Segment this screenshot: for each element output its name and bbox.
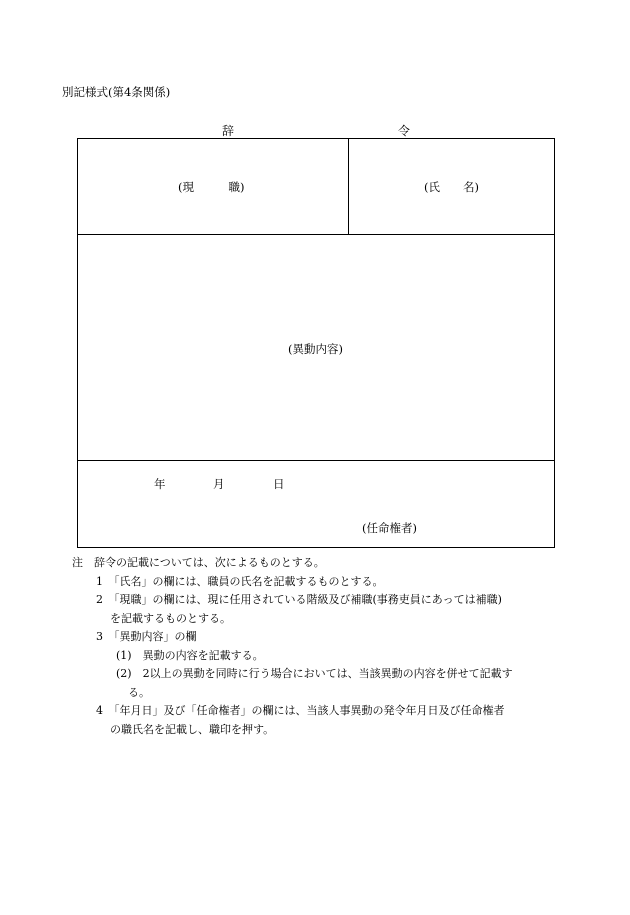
- column-divider: [348, 138, 349, 235]
- form-label: 別記様式(第4条関係): [62, 85, 171, 99]
- date-year-label: 年: [154, 477, 166, 491]
- note-item-2-continued: を記載するものとする。: [110, 611, 231, 625]
- note-item-3-2-continued: る。: [128, 685, 150, 699]
- title-char-right: 令: [398, 124, 411, 138]
- title-char-left: 辞: [222, 124, 235, 138]
- note-item-4: 4 「年月日」及び「任命権者」の欄には、当該人事異動の発令年月日及び任命権者: [96, 704, 505, 717]
- appointing-authority-label: (任命権者): [362, 521, 417, 535]
- note-item-4-continued: の職氏名を記載し、職印を押す。: [110, 722, 275, 736]
- current-post-label: (現 職): [178, 180, 245, 194]
- date-day-label: 日: [273, 477, 285, 491]
- note-item-3-2: (2) 2以上の異動を同時に行う場合においては、当該異動の内容を併せて記載す: [116, 667, 513, 680]
- notes-section: [72, 554, 562, 739]
- name-label: (氏 名): [424, 180, 479, 194]
- transfer-content-label: (異動内容): [288, 342, 343, 356]
- note-item-3: 3 「異動内容」の欄: [96, 630, 197, 643]
- row-divider-top: [77, 234, 555, 235]
- note-item-3-1: (1) 異動の内容を記載する。: [116, 648, 264, 662]
- row-divider-bottom: [77, 460, 555, 461]
- date-month-label: 月: [213, 477, 225, 491]
- note-item-2: 2 「現職」の欄には、現に任用されている階級及び補職(事務吏員にあっては補職): [96, 593, 502, 606]
- notes-heading: 注 辞令の記載については、次によるものとする。: [72, 556, 325, 569]
- note-item-1: 1 「氏名」の欄には、職員の氏名を記載するものとする。: [96, 574, 384, 588]
